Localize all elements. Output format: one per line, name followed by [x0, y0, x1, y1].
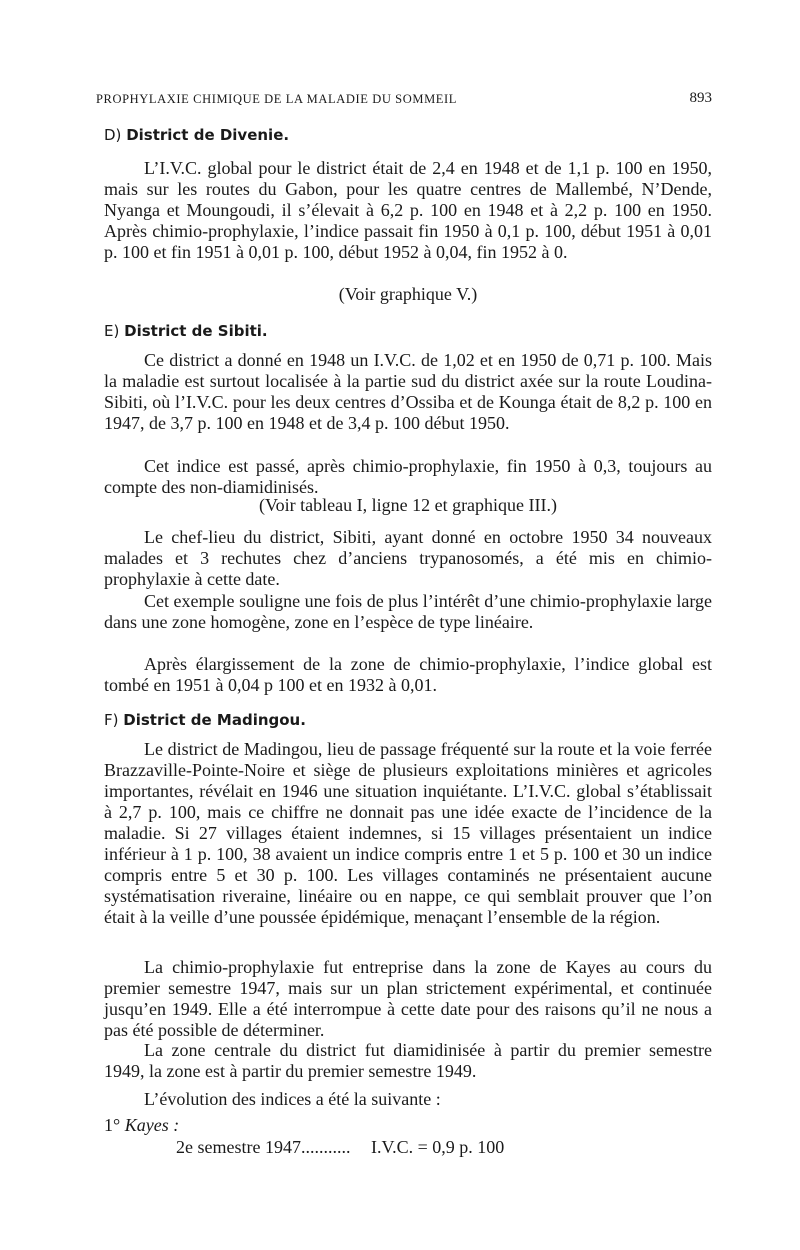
section-letter: F): [104, 711, 119, 729]
reference-e: (Voir tableau I, ligne 12 et graphique III.): [258, 495, 558, 515]
paragraph-e3: Le chef-lieu du district, Sibiti, ayant donné en octobre 1950 34 nouveaux malades et 3 rechutes chez d’anciens trypanosomés, a été mis en chimio-prophylaxie à cette date.: [104, 527, 712, 589]
paragraph-d1: L’I.V.C. global pour le district était de 2,4 en 1948 et de 1,1 p. 100 en 1950, mais sur les routes du Gabon, pour les quatre centres de Mallembé, N’Dende, Nyanga et Moungoudi, il s’élevait à 6,2 p. 100 en 1948 et à 2,2 p. 100 en 1950. Après chimio-prophylaxie, l’indice passait fin 1950 à 0,1 p. 100, début 1951 à 0,01 p. 100 et fin 1951 à 0,01 p. 100, début 1952 à 0,04, fin 1952 à 0.: [104, 158, 712, 262]
section-title: District de Madingou.: [123, 711, 306, 729]
list-row: [176, 1137, 716, 1158]
paragraph-e2: Cet indice est passé, après chimio-prophylaxie, fin 1950 à 0,3, toujours au compte des non-diamidinisés.: [104, 456, 712, 497]
running-title: PROPHYLAXIE CHIMIQUE DE LA MALADIE DU SOMMEIL: [96, 92, 458, 106]
section-heading-e: [104, 322, 268, 340]
section-heading-d: [104, 126, 289, 144]
list-row-period: 2e semestre 1947: [176, 1137, 301, 1157]
section-letter: E): [104, 322, 120, 340]
section-heading-f: [104, 711, 306, 729]
list-item-heading: [104, 1115, 712, 1136]
list-item-number: 1°: [104, 1115, 121, 1135]
list-row-leader: ...........: [300, 1137, 351, 1157]
paragraph-e1: Ce district a donné en 1948 un I.V.C. de 1,02 et en 1950 de 0,71 p. 100. Mais la maladie est surtout localisée à la partie sud du district axée sur la route Loudina-Sibiti, où l’I.V.C. pour les deux centres d’Ossiba et de Kounga était de 8,2 p. 100 en 1947, de 3,7 p. 100 en 1948 et de 3,4 p. 100 début 1950.: [104, 350, 712, 433]
page-number: 893: [689, 90, 712, 106]
reference-d: (Voir graphique V.): [338, 284, 478, 304]
section-title: District de Divenie.: [126, 126, 290, 144]
paragraph-f4: L’évolution des indices a été la suivante :: [144, 1089, 441, 1109]
list-row-value: I.V.C. = 0,9 p. 100: [370, 1137, 505, 1157]
paragraph-f3: La zone centrale du district fut diamidinisée à partir du premier semestre 1949, la zone est à partir du premier semestre 1949.: [104, 1040, 712, 1081]
section-letter: D): [104, 126, 122, 144]
paragraph-f2: La chimio-prophylaxie fut entreprise dans la zone de Kayes au cours du premier semestre 1947, mais sur un plan strictement expérimental, et continuée jusqu’en 1949. Elle a été interrompue à cette date pour des raisons qu’il ne nous a pas été possible de déterminer.: [104, 957, 712, 1040]
paragraph-f1: Le district de Madingou, lieu de passage fréquenté sur la route et la voie ferrée Brazzaville-Pointe-Noire et siège de plusieurs exploitations minières et agricoles importantes, révélait en 1946 une situation inquiétante. L’I.V.C. global s’établissait à 2,7 p. 100, mais ce chiffre ne donnait pas une idée exacte de l’incidence de la maladie. Si 27 villages étaient indemnes, si 15 villages présentaient un indice inférieur à 1 p. 100, 38 avaient un indice compris entre 1 et 5 p. 100 et 30 un indice compris entre 5 et 30 p. 100. Les villages contaminés ne présentaient aucune systématisation riveraine, linéaire ou en nappe, ce qui semblait prouver que l’on était à la veille d’une poussée épidémique, menaçant l’ensemble de la région.: [104, 739, 712, 927]
list-item-place: Kayes :: [124, 1115, 180, 1135]
paragraph-e4: Cet exemple souligne une fois de plus l’intérêt d’une chimio-prophylaxie large dans une zone homogène, zone en l’espèce de type linéaire.: [104, 591, 712, 632]
paragraph-e5: Après élargissement de la zone de chimio-prophylaxie, l’indice global est tombé en 1951 à 0,04 p 100 et en 1932 à 0,01.: [104, 654, 712, 695]
section-title: District de Sibiti.: [124, 322, 268, 340]
